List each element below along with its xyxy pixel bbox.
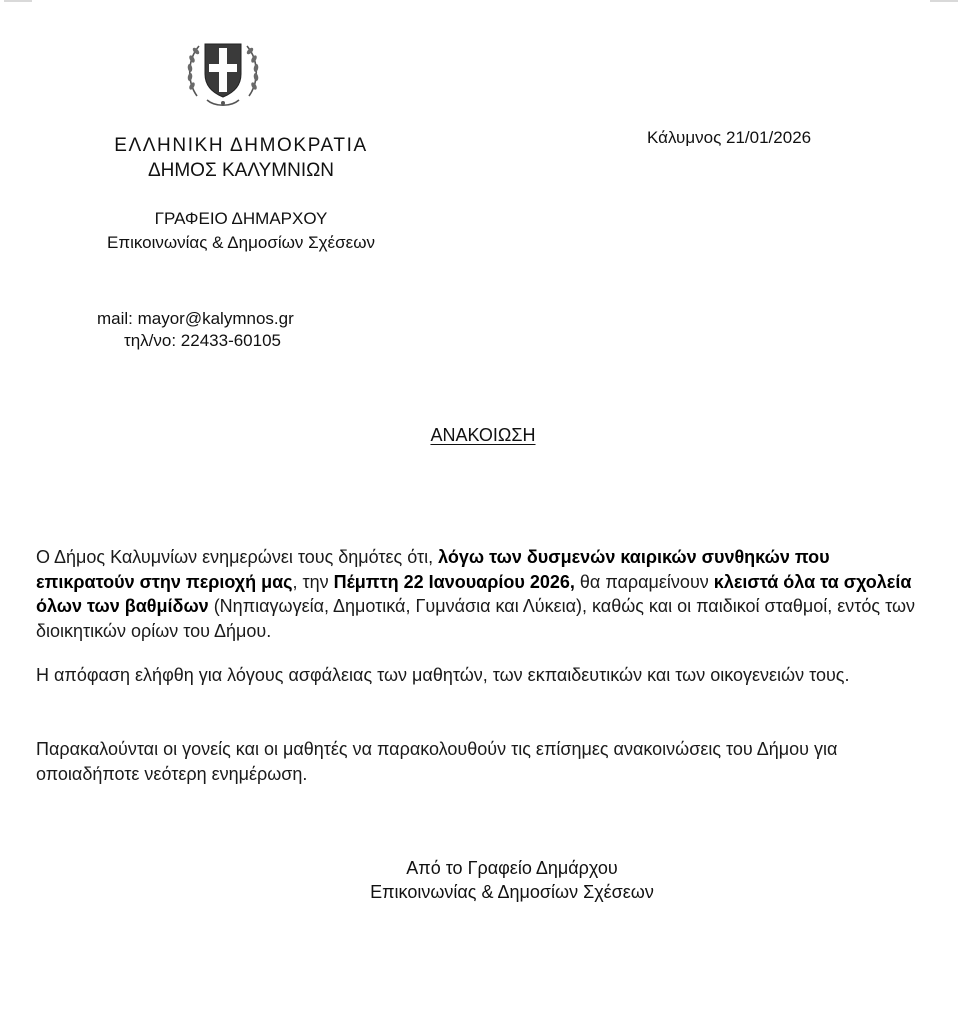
p1-bold-date: Πέμπτη 22 Ιανουαρίου 2026,: [333, 571, 575, 592]
signature-block: [331, 856, 693, 904]
p1-bold-schools: κλειστά όλα τα σχολεία όλων των βαθμίδων: [36, 571, 912, 616]
p1-text-1: Ο Δήμος Καλυμνίων ενημερώνει τους δημότες ότι,: [36, 547, 439, 567]
p1-text-2: , την: [292, 571, 334, 592]
contact-email[interactable]: mail: mayor@kalymnos.gr: [97, 309, 294, 328]
contact-phone[interactable]: τηλ/νο: 22433-60105: [124, 331, 282, 350]
announcement-title-text: ΑΝΑΚΟΙΩΣΗ: [430, 425, 536, 445]
body-paragraph-3: Παρακαλούνται οι γονείς και οι μαθητές να παρακολουθούν τις επίσημες ανακοινώσεις του Δήμου για οποιαδήποτε νεότερη ενημέρωση.: [36, 739, 838, 784]
contact-block: [97, 308, 294, 352]
announcement-title: [0, 425, 966, 446]
body-paragraph-1: [36, 545, 916, 643]
republic-name: ΕΛΛΗΝΙΚΗ ΔΗΜΟΚΡΑΤΙΑ: [114, 135, 368, 156]
page-edge-mark-left: [4, 0, 32, 2]
municipality-name: ΔΗΜΟΣ ΚΑΛΥΜΝΙΩΝ: [147, 160, 335, 181]
document-date: Κάλυμνος 21/01/2026: [647, 128, 812, 147]
p1-text-4: (Νηπιαγωγεία, Δημοτικά, Γυμνάσια και Λύκεια), καθώς και οι παιδικοί σταθμοί, εντός των διοικητικών ορίων του Δήμου.: [36, 596, 916, 641]
p1-bold-reason: λόγω των δυσμενών καιρικών συνθηκών που επικρατούν στην περιοχή μας: [36, 547, 830, 592]
signature-line-2: Επικοινωνίας & Δημοσίων Σχέσεων: [370, 882, 654, 902]
office-name: ΓΡΑΦΕΙΟ ΔΗΜΑΡΧΟΥ: [154, 209, 328, 228]
body-paragraph-2: Η απόφαση ελήφθη για λόγους ασφάλειας των μαθητών, των εκπαιδευτικών και των οικογενειών τους.: [36, 665, 850, 685]
page-edge-mark-right: [930, 0, 958, 2]
office-subtitle: Επικοινωνίας & Δημοσίων Σχέσεων: [107, 233, 375, 252]
signature-line-1: Από το Γραφείο Δημάρχου: [406, 858, 618, 878]
office-block: [86, 207, 396, 255]
p1-text-3: θα παραμείνουν: [574, 571, 714, 592]
greek-coat-of-arms-icon: [183, 34, 263, 110]
issuer-block: [100, 133, 382, 183]
